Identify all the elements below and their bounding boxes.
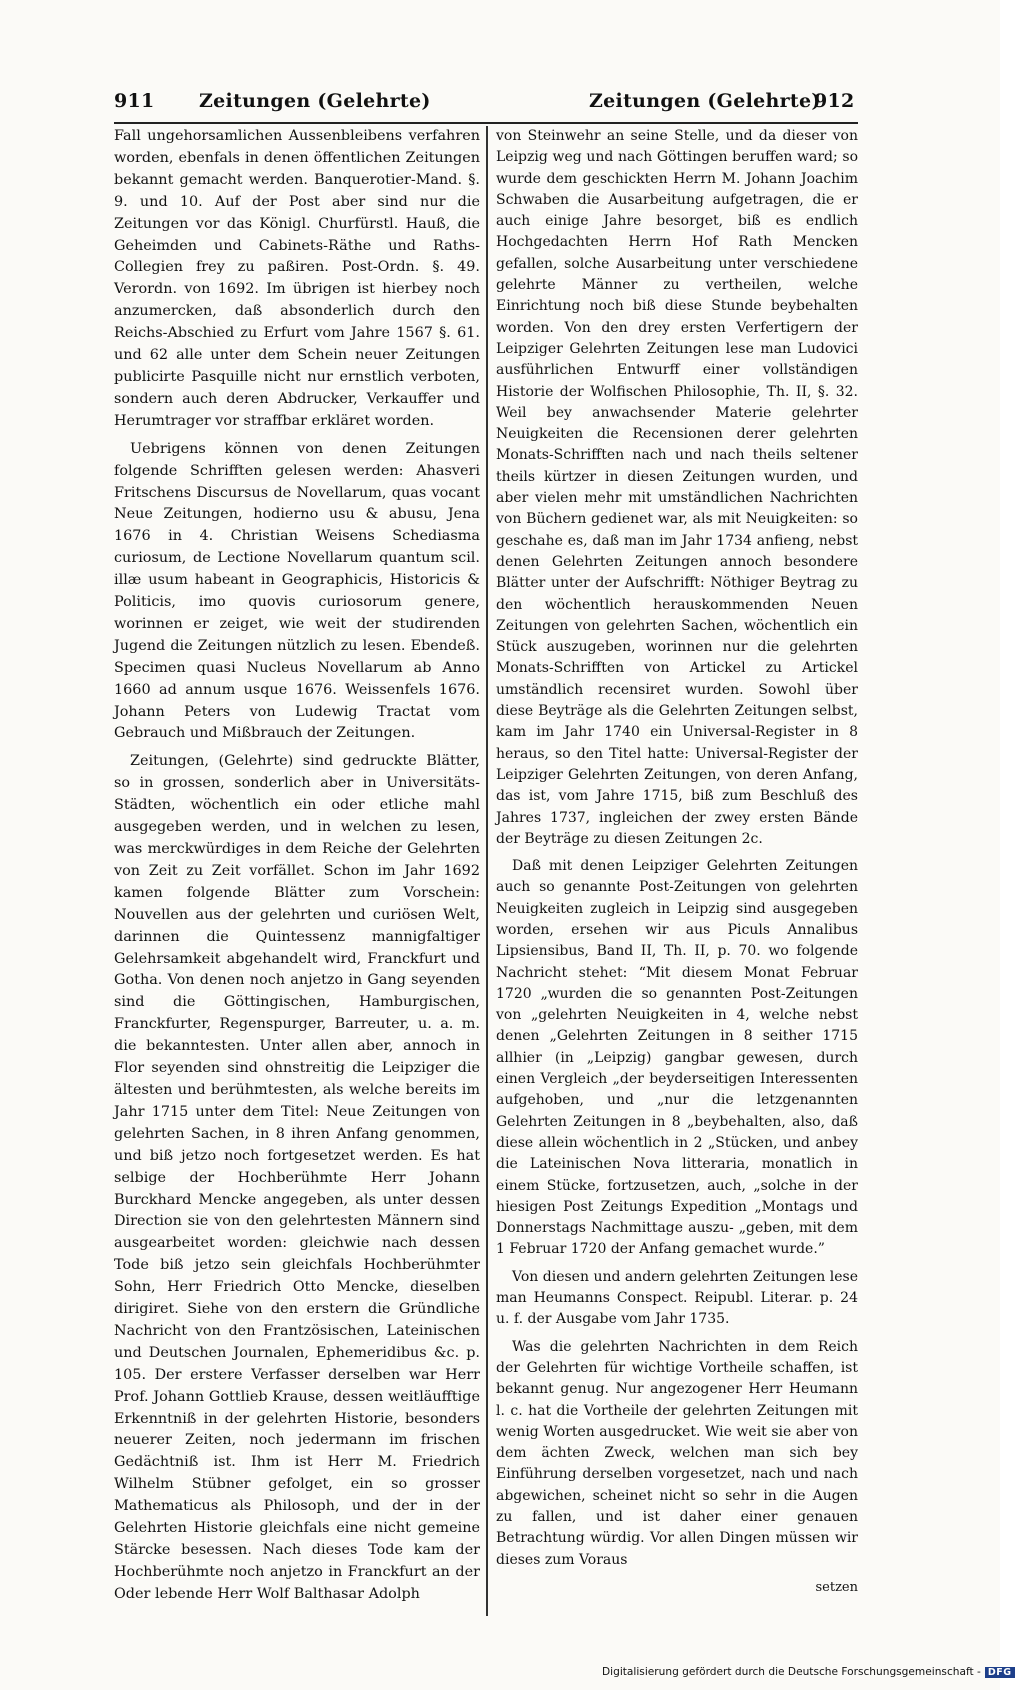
right-page-number: 912	[814, 90, 855, 112]
paragraph: Von diesen und andern gelehrten Zeitungen lese man Heumanns Conspect. Reipubl. Literar. p. 24 u. f. der Ausgabe vom Jahr 1735.	[496, 1268, 858, 1328]
right-running-title: Zeitungen (Gelehrte)	[589, 90, 821, 112]
left-page-number: 911	[114, 90, 155, 112]
column-divider	[486, 126, 488, 1616]
left-column	[114, 126, 480, 1612]
catchword: setzen	[815, 1579, 858, 1595]
paragraph: Fall ungehorsamlichen Aussenbleibens verfahren worden, ebenfals in denen öffentlichen Zeitungen bekannt gemacht werden. Banquerotier-Mand. §. 9. und 10. Auf der Post aber sind nur die Zeitungen vor das Königl. Churfürstl. Hauß, die Geheimden und Cabinets-Räthe und Raths-Collegien frey zu paßiren. Post-Ordn. §. 49. Verordn. von 1692. Im übrigen ist hierbey noch anzumercken, daß absonderlich durch den Reichs-Abschied zu Erfurt vom Jahre 1567 §. 61. und 62 alle unter dem Schein neuer Zeitungen publicirte Pasquille nicht nur ernstlich verboten, sondern auch deren Abdrucker, Verkauffer und Herumtrager vor straffbar erkläret worden.	[114, 128, 480, 429]
paragraph: Uebrigens können von denen Zeitungen folgende Schrifften gelesen werden: Ahasveri Fritschens Discursus de Novellarum, quas vocant Neue Zeitungen, hodierno usu & abusu, Jena 1676 in 4. Christian Weisens Schediasma curiosum, de Lectione Novellarum quantum scil. illæ usum habeant in Geographicis, Historicis & Politicis, imo quovis curiosorum genere, worinnen er zeiget, wie weit der studirenden Jugend die Zeitungen nützlich zu lesen. Ebendeß. Specimen quasi Nucleus Novellarum ab Anno 1660 ad annum usque 1676. Weissenfels 1676. Johann Peters von Ludewig Tractat vom Gebrauch und Mißbrauch der Zeitungen.	[114, 440, 480, 742]
header-rule	[114, 122, 858, 124]
right-column	[496, 126, 858, 1598]
digitization-footer	[602, 1666, 1012, 1686]
dfg-logo: DFG	[985, 1667, 1015, 1678]
left-running-title: Zeitungen (Gelehrte)	[199, 90, 431, 112]
footer-text: Digitalisierung gefördert durch die Deutsche Forschungsgemeinschaft -	[602, 1666, 981, 1678]
page-header	[114, 86, 855, 120]
paragraph: Daß mit denen Leipziger Gelehrten Zeitungen auch so genannte Post-Zeitungen von gelehrten Neuigkeiten zugleich in Leipzig sind ausgegeben worden, ersehen wir aus Piculs Annalibus Lipsiensibus, Band II, Th. II, p. 70. wo folgende Nachricht stehet: “Mit diesem Monat Februar 1720 „wurden die so genannten Post-Zeitungen von „gelehrten Neuigkeiten in 4, welche nebst denen „Gelehrten Zeitungen in 8 seither 1715 allhier (in „Leipzig) gangbar gewesen, durch einen Vergleich „der beyderseitigen Interessenten aufgehoben, und „nur die letzgenannten Gelehrten Zeitungen in 8 „beybehalten, also, daß diese allein wöchentlich in 2 „Stücken, und anbey die Lateinischen Nova litteraria, monatlich in einem Stücke, fortzusetzen, auch, „solche in der hiesigen Post Zeitungs Expedition „Montags und Donnerstags Nachmittage auszu- „geben, mit dem 1 Februar 1720 der Anfang gemachet wurde.”	[496, 858, 858, 1258]
paragraph: Was die gelehrten Nachrichten in dem Reich der Gelehrten für wichtige Vortheile schaffen, ist bekannt genug. Nur angezogener Herr Heumann l. c. hat die Vortheile der gelehrten Zeitungen mit wenig Worten ausgedrucket. Wie weit sie aber von dem ächten Zweck, welchen man sich bey Einführung derselben vorgesetzet, nach und nach abgewichen, scheinet nicht so sehr in die Augen zu fallen, und ist daher einer genauen Betrachtung würdig. Vor allen Dingen müssen wir dieses zum Voraus	[496, 1338, 858, 1568]
paragraph: Zeitungen, (Gelehrte) sind gedruckte Blätter, so in grossen, sonderlich aber in Universitäts-Städten, wöchentlich ein oder etliche mahl ausgegeben werden, und in welchen zu lesen, was merckwürdiges in dem Reiche der Gelehrten von Zeit zu Zeit vorfället. Schon im Jahr 1692 kamen folgende Blätter zum Vorschein: Nouvellen aus der gelehrten und curiösen Welt, darinnen die Quintessenz mannigfaltiger Gelehrsamkeit abgehandelt wird, Franckfurt und Gotha. Von denen noch anjetzo in Gang seyenden sind die Göttingischen, Hamburgischen, Franckfurter, Regenspurger, Barreuter, u. a. m. die bekanntesten. Unter allen aber, annoch in Flor seyenden sind ohnstreitig die Leipziger die ältesten und berühmtesten, als welche bereits im Jahr 1715 unter dem Titel: Neue Zeitungen von gelehrten Sachen, in 8 ihren Anfang genommen, und biß jetzo noch fortgesetzet werden. Es hat selbige der Hochberühmte Herr Johann Burckhard Mencke angegeben, als unter dessen Direction sie von den gelehrtesten Männern sind ausgearbeitet worden: gleichwie nach dessen Tode biß jetzo sein gleichfals Hochberühmter Sohn, Herr Friedrich Otto Mencke, dieselben dirigiret. Siehe von den erstern die Gründliche Nachricht von den Frantzösischen, Lateinischen und Deutschen Journalen, Ephemeridibus &c. p. 105. Der erstere Verfasser derselben war Herr Prof. Johann Gottlieb Krause, dessen weitläufftige Erkenntniß in der gelehrten Historie, besonders neuerer Zeiten, noch jedermann im frischen Gedächtniß ist. Ihm ist Herr M. Friedrich Wilhelm Stübner gefolget, ein so grosser Mathematicus als Philosoph, und der in der Gelehrten Historie gleichfals eine nicht gemeine Stärcke besessen. Nach dieses Tode kam der Hochberühmte noch anjetzo in Franckfurt an der Oder lebende Herr Wolf Balthasar Adolph	[114, 753, 480, 1602]
paragraph: von Steinwehr an seine Stelle, und da dieser von Leipzig weg und nach Göttingen beruffen ward; so wurde dem geschickten Herrn M. Johann Joachim Schwaben die Ausarbeitung aufgetragen, die er auch einige Jahre besorget, biß es endlich Hochgedachten Herrn Hof Rath Mencken gefallen, solche Ausarbeitung unter verschiedene gelehrte Männer zu vertheilen, welche Einrichtung noch biß diese Stunde beybehalten worden. Von den drey ersten Verfertigern der Leipziger Gelehrten Zeitungen lese man Ludovici ausführlichen Entwurff einer vollständigen Historie der Wolfischen Philosophie, Th. II, §. 32. Weil bey anwachsender Materie gelehrter Neuigkeiten die Recensionen derer gelehrten Monats-Schrifften nach und nach theils seltener theils kürtzer in diesen Zeitungen wurden, und aber vielen mehr mit umständlichen Nachrichten von Büchern gedienet war, als mit Neuigkeiten: so geschahe es, daß man im Jahr 1734 anfieng, nebst denen Gelehrten Zeitungen annoch besondere Blätter unter der Aufschrifft: Nöthiger Beytrag zu den wöchentlich herauskommenden Neuen Zeitungen von gelehrten Sachen, wöchentlich ein Stück auszugeben, worinnen nur die gelehrten Monats-Schrifften von Artickel zu Artickel umständlich recensiret wurden. Sowohl über diese Beyträge als die Gelehrten Zeitungen selbst, kam im Jahr 1740 ein Universal-Register in 8 heraus, so den Titel hatte: Universal-Register der Leipziger Gelehrten Zeitungen, von deren Anfang, das ist, vom Jahre 1715, biß zum Beschluß des Jahres 1737, ingleichen der zwey ersten Bände der Beyträge zu diesen Zeitungen 2c.	[496, 128, 858, 847]
